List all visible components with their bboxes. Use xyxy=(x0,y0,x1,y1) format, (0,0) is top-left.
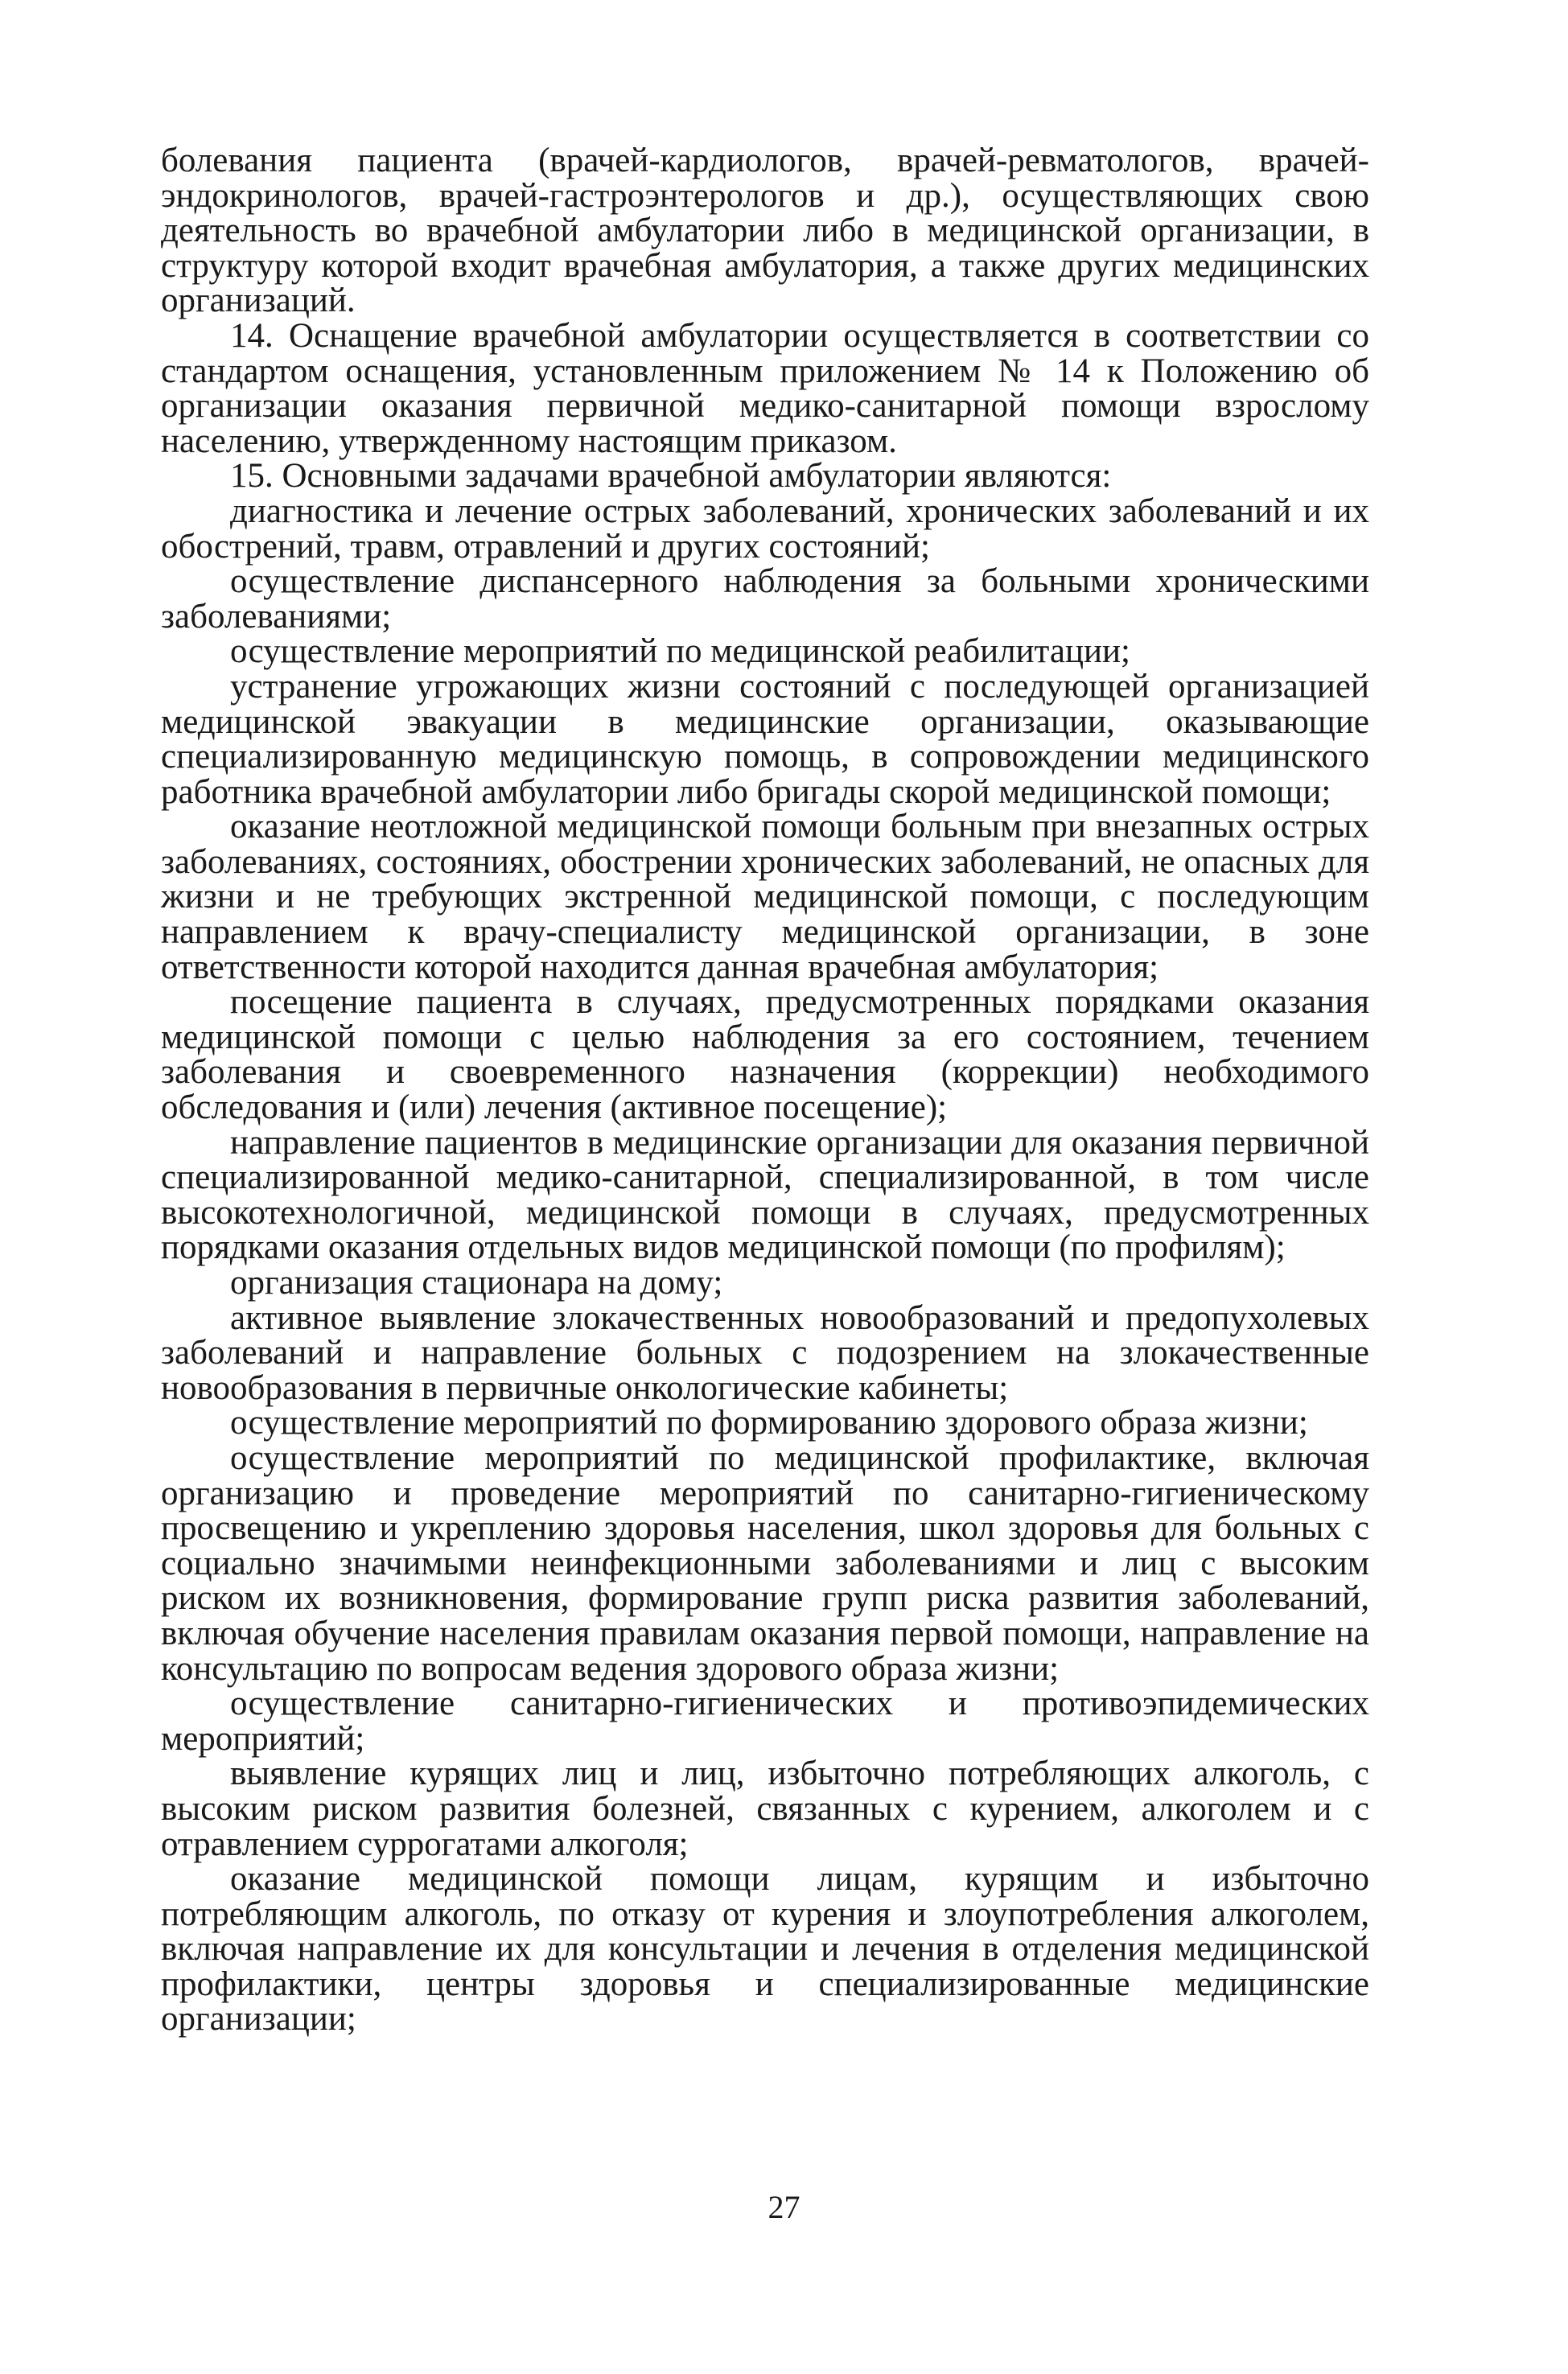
task-prevention: осуществление мероприятий по медицинской профилактике, включая организацию и проведение мероприятий по санитарно-гигиеническому просвещению и укреплению здоровья населения, школ здоровья для больных с социально значимыми неинфекционными заболеваниями и лиц с высоким риском их возникновения, формирование групп риска развития заболеваний, включая обучение населения правилам оказания первой помощи, направление на консультацию по вопросам ведения здорового образа жизни; xyxy=(161,1438,1369,1688)
task-referral: направление пациентов в медицинские организации для оказания первичной специализированной медико-санитарной, специализированной, в том числе высокотехнологичной, медицинской помощи в случаях, предусмотренных порядками оказания отдельных видов медицинской помощи (по профилям); xyxy=(161,1123,1369,1267)
task-diagnostics: диагностика и лечение острых заболеваний, хронических заболеваний и их обострений, травм, отравлений и других состояний; xyxy=(161,492,1369,566)
task-rehabilitation: осуществление мероприятий по медицинской реабилитации; xyxy=(230,632,1130,671)
task-life-threatening-conditions: устранение угрожающих жизни состояний с последующей организацией медицинской эвакуации в медицинские организации, оказывающие специализированную медицинскую помощь, в сопровождении медицинского работника врачебной амбулатории либо бригады скорой медицинской помощи; xyxy=(161,667,1369,811)
page-number: 27 xyxy=(768,2189,800,2225)
paragraph-continuation: болевания пациента (врачей-кардиологов, врачей-ревматологов, врачей-эндокринологов, врачей-гастроэнтерологов и др.), осуществляющих свою деятельность во врачебной амбулатории либо в медицинской организации, в структуру которой входит врачебная амбулатория, а также других медицинских организаций. xyxy=(161,142,1369,320)
paragraph-item-14: 14. Оснащение врачебной амбулатории осуществляется в соответствии со стандартом оснащения, установленным приложением № 14 к Положению об организации оказания первичной медико-санитарной помощи взрослому населению, утвержденному настоящим приказом. xyxy=(161,316,1369,460)
task-smoking-alcohol-detection: выявление курящих лиц и лиц, избыточно потребляющих алкоголь, с высоким риском развития болезней, связанных с курением, алкоголем и с отравлением суррогатами алкоголя; xyxy=(161,1755,1369,1863)
body-text xyxy=(161,143,1369,2037)
paragraph-item-15: 15. Основными задачами врачебной амбулатории являются: xyxy=(230,457,1112,496)
task-home-hospital: организация стационара на дому; xyxy=(230,1264,723,1302)
task-healthy-lifestyle: осуществление мероприятий по формированию здорового образа жизни; xyxy=(230,1404,1308,1442)
task-urgent-care: оказание неотложной медицинской помощи больным при внезапных острых заболеваниях, состояниях, обострении хронических заболеваний, не опасных для жизни и не требующих экстренной медицинской помощи, с последующим направлением к врачу-специалисту медицинской организации, в зоне ответственности которой находится данная врачебная амбулатория; xyxy=(161,808,1369,986)
task-sanitary-measures: осуществление санитарно-гигиенических и противоэпидемических мероприятий; xyxy=(161,1685,1369,1758)
task-dispensary-observation: осуществление диспансерного наблюдения за больными хроническими заболеваниями; xyxy=(161,562,1369,636)
task-oncology-detection: активное выявление злокачественных новообразований и предопухолевых заболеваний и направление больных с подозрением на злокачественные новообразования в первичные онкологические кабинеты; xyxy=(161,1298,1369,1407)
task-smoking-alcohol-help: оказание медицинской помощи лицам, курящим и избыточно потребляющим алкоголь, по отказу от курения и злоупотребления алкоголем, включая направление их для консультации и лечения в отделения медицинской профилактики, центры здоровья и специализированные медицинские организации; xyxy=(161,1860,1369,2039)
task-active-visit: посещение пациента в случаях, предусмотренных порядками оказания медицинской помощи с целью наблюдения за его состоянием, течением заболевания и своевременного назначения (коррекции) необходимого обследования и (или) лечения (активное посещение); xyxy=(161,983,1369,1127)
